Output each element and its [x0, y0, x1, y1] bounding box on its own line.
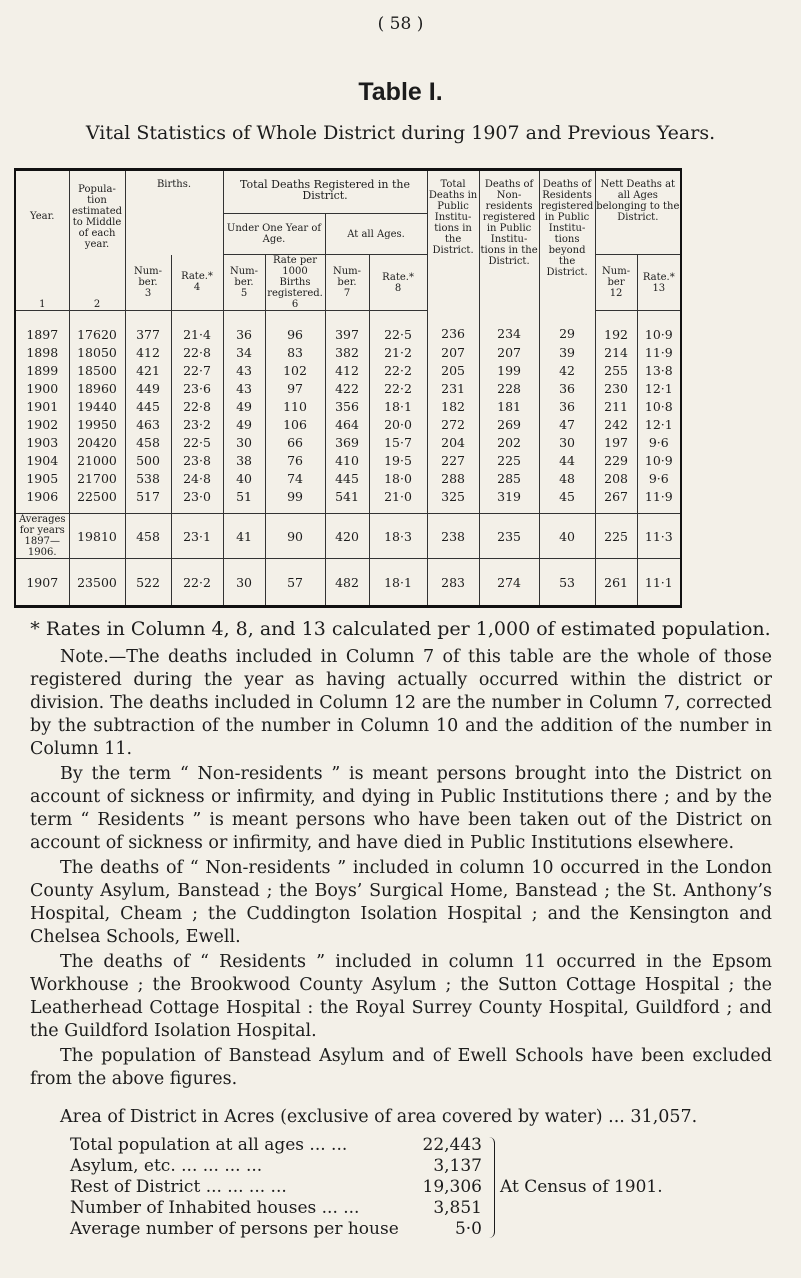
table-cell: 41	[223, 514, 265, 559]
table-cell: 22500	[69, 487, 125, 514]
table-cell: 1901	[15, 397, 69, 415]
header-deaths-number	[325, 255, 369, 311]
table-cell: 192	[595, 311, 637, 344]
table-cell: 285	[479, 469, 539, 487]
table-cell: 22·2	[171, 559, 223, 607]
table-cell: 45	[539, 487, 595, 514]
table-cell: 229	[595, 451, 637, 469]
table-cell: 13·8	[637, 361, 681, 379]
table-cell: 15·7	[369, 433, 427, 451]
census-summary	[70, 1135, 480, 1240]
table-cell: 449	[125, 379, 171, 397]
table-cell: 382	[325, 343, 369, 361]
table-cell: 42	[539, 361, 595, 379]
table-cell: 76	[265, 451, 325, 469]
census-row	[70, 1198, 480, 1219]
table-row	[15, 415, 681, 433]
table-cell: 23·8	[171, 451, 223, 469]
table-cell: 1904	[15, 451, 69, 469]
table-cell: 267	[595, 487, 637, 514]
table-cell: 18050	[69, 343, 125, 361]
table-cell: 283	[427, 559, 479, 607]
table-cell: 9·6	[637, 433, 681, 451]
census-row	[70, 1156, 480, 1177]
table-cell: 110	[265, 397, 325, 415]
table-cell: 18500	[69, 361, 125, 379]
table-cell: 22·8	[171, 397, 223, 415]
table-cell: 11·9	[637, 343, 681, 361]
table-cell: 227	[427, 451, 479, 469]
table-cell: 274	[479, 559, 539, 607]
census-row	[70, 1135, 480, 1156]
averages-row	[15, 514, 681, 559]
table-cell: Averages for years 1897—1906.	[15, 514, 69, 559]
table-cell: 369	[325, 433, 369, 451]
table-cell: 238	[427, 514, 479, 559]
column-number: 1	[39, 299, 46, 310]
table-cell: 22·2	[369, 379, 427, 397]
page-number: ( 58 )	[377, 14, 424, 34]
table-cell: 96	[265, 311, 325, 344]
table-cell: 53	[539, 559, 595, 607]
table-cell: 23500	[69, 559, 125, 607]
table-cell: 412	[325, 361, 369, 379]
table-row	[15, 343, 681, 361]
header-deaths-rate	[369, 255, 427, 311]
table-cell: 57	[265, 559, 325, 607]
table-cell: 43	[223, 361, 265, 379]
table-cell: 17620	[69, 311, 125, 344]
header-label: Rate per 1000 Births registered.	[267, 255, 323, 299]
table-cell: 11·3	[637, 514, 681, 559]
table-cell: 23·1	[171, 514, 223, 559]
table-cell: 36	[539, 379, 595, 397]
table-cell: 90	[265, 514, 325, 559]
table-cell: 18·1	[369, 559, 427, 607]
table-cell: 48	[539, 469, 595, 487]
table-cell: 9·6	[637, 469, 681, 487]
header-infant-rate	[265, 255, 325, 311]
table-cell: 23·0	[171, 487, 223, 514]
column-number: 3	[144, 287, 152, 299]
note-paragraph: The deaths of “ Residents ” included in column 11 occurred in the Epsom Workhouse ; the Brookwood County Asylum ; the Sutton Cottage Hospital ; the Leatherhead Cottage Hospital : the Royal Surrey County Hospital, Guildford ; and the Guildford Isolation Hospital.	[30, 952, 772, 1041]
table-cell: 44	[539, 451, 595, 469]
table-cell: 410	[325, 451, 369, 469]
header-total-deaths: Total Deaths Registered in the District.	[223, 170, 427, 214]
table-cell: 197	[595, 433, 637, 451]
table-cell: 19950	[69, 415, 125, 433]
table-cell: 18·0	[369, 469, 427, 487]
header-public-institutions: Total Deaths in Public Institu- tions in the District.	[427, 170, 479, 311]
table-cell: 319	[479, 487, 539, 514]
table-cell: 36	[223, 311, 265, 344]
table-cell: 422	[325, 379, 369, 397]
header-label: Rate.*	[181, 271, 213, 283]
header-label: Rate.*	[642, 271, 675, 283]
table-cell: 236	[427, 311, 479, 344]
final-year-row	[15, 559, 681, 607]
table-cell: 325	[427, 487, 479, 514]
table-cell: 421	[125, 361, 171, 379]
table-cell: 47	[539, 415, 595, 433]
table-cell: 12·1	[637, 415, 681, 433]
census-row	[70, 1219, 480, 1240]
header-label: Num- ber.	[332, 266, 362, 288]
census-value: 19,306	[422, 1177, 482, 1197]
table-cell: 20·0	[369, 415, 427, 433]
table-cell: 500	[125, 451, 171, 469]
table-cell: 23·2	[171, 415, 223, 433]
table-cell: 49	[223, 415, 265, 433]
table-cell: 211	[595, 397, 637, 415]
census-label: Rest of District ... ... ... ...	[70, 1177, 287, 1197]
table-cell: 43	[223, 379, 265, 397]
table-cell: 1907	[15, 559, 69, 607]
table-cell: 445	[325, 469, 369, 487]
table-cell: 30	[539, 433, 595, 451]
table-cell: 482	[325, 559, 369, 607]
table-cell: 18960	[69, 379, 125, 397]
table-cell: 458	[125, 433, 171, 451]
table-cell: 288	[427, 469, 479, 487]
table-cell: 40	[539, 514, 595, 559]
table-cell: 30	[223, 559, 265, 607]
table-cell: 20420	[69, 433, 125, 451]
census-value: 3,851	[433, 1198, 482, 1218]
header-label: Rate.*	[382, 271, 414, 283]
header-nett-number	[595, 255, 637, 311]
table-cell: 205	[427, 361, 479, 379]
table-cell: 24·8	[171, 469, 223, 487]
table-cell: 34	[223, 343, 265, 361]
header-non-residents: Deaths of Non- residents registered in Public Institu- tions in the District.	[479, 170, 539, 311]
header-births-number	[125, 255, 171, 311]
table-cell: 1906	[15, 487, 69, 514]
table-cell: 234	[479, 311, 539, 344]
table-subtitle: Vital Statistics of Whole District during 1907 and Previous Years.	[85, 122, 716, 144]
table-cell: 255	[595, 361, 637, 379]
column-number: 8	[394, 282, 402, 294]
table-cell: 21700	[69, 469, 125, 487]
table-cell: 1902	[15, 415, 69, 433]
table-cell: 235	[479, 514, 539, 559]
header-label: Num- ber	[602, 266, 631, 288]
table-cell: 22·8	[171, 343, 223, 361]
table-cell: 199	[479, 361, 539, 379]
table-cell: 97	[265, 379, 325, 397]
table-row	[15, 311, 681, 344]
table-cell: 204	[427, 433, 479, 451]
table-cell: 18·3	[369, 514, 427, 559]
table-cell: 11·1	[637, 559, 681, 607]
header-residents-beyond: Deaths of Residents registered in Public Institu- tions beyond the District.	[539, 170, 595, 311]
table-cell: 207	[479, 343, 539, 361]
table-cell: 106	[265, 415, 325, 433]
table-cell: 261	[595, 559, 637, 607]
table-cell: 1905	[15, 469, 69, 487]
vital-statistics-table	[14, 168, 682, 608]
table-cell: 21·4	[171, 311, 223, 344]
table-cell: 412	[125, 343, 171, 361]
table-cell: 19·5	[369, 451, 427, 469]
area-line: Area of District in Acres (exclusive of area covered by water) ... 31,057.	[60, 1107, 698, 1127]
header-nett-deaths: Nett Deaths at all Ages belonging to the District.	[595, 170, 681, 255]
table-cell: 21·0	[369, 487, 427, 514]
table-row	[15, 433, 681, 451]
header-col-2	[69, 255, 125, 311]
column-number: 2	[93, 299, 101, 310]
table-cell: 541	[325, 487, 369, 514]
table-cell: 10·8	[637, 397, 681, 415]
column-number: 6	[291, 299, 299, 310]
header-label: Num- ber.	[229, 266, 259, 288]
table-cell: 10·9	[637, 311, 681, 344]
table-cell: 208	[595, 469, 637, 487]
table-cell: 19440	[69, 397, 125, 415]
table-cell: 356	[325, 397, 369, 415]
census-label: Total population at all ages ... ...	[70, 1135, 348, 1155]
table-cell: 23·6	[171, 379, 223, 397]
table-cell: 517	[125, 487, 171, 514]
table-row	[15, 379, 681, 397]
table-cell: 397	[325, 311, 369, 344]
table-cell: 1900	[15, 379, 69, 397]
note-paragraph: The population of Banstead Asylum and of Ewell Schools have been excluded from the above figures.	[30, 1046, 772, 1089]
table-cell: 207	[427, 343, 479, 361]
table-cell: 272	[427, 415, 479, 433]
table-cell: 269	[479, 415, 539, 433]
table-cell: 522	[125, 559, 171, 607]
table-cell: 1903	[15, 433, 69, 451]
census-brace	[486, 1137, 495, 1238]
table-row	[15, 451, 681, 469]
table-cell: 99	[265, 487, 325, 514]
census-value: 5·0	[454, 1219, 482, 1239]
note-paragraph: Note.—The deaths included in Column 7 of this table are the whole of those registered during the year as having actually occurred within the district or division. The deaths included in Column 12 are the number in Column 7, corrected by the subtraction of the number in Column 10 and the addition of the number in Column 11.	[30, 647, 772, 759]
note-paragraph: By the term “ Non-residents ” is meant persons brought into the District on account of sickness or infirmity, and dying in Public Institutions there ; and by the term “ Residents ” is meant persons who have been taken out of the District on account of sickness or infirmity, and have died in Public Institutions elsewhere.	[30, 764, 772, 853]
census-label: Number of Inhabited houses ... ...	[70, 1198, 360, 1218]
header-births-rate	[171, 255, 223, 311]
table-cell: 22·2	[369, 361, 427, 379]
table-row	[15, 469, 681, 487]
table-title: Table I.	[358, 78, 443, 106]
table-cell: 11·9	[637, 487, 681, 514]
table-cell: 102	[265, 361, 325, 379]
year-rows	[15, 311, 681, 514]
table-cell: 22·5	[369, 311, 427, 344]
column-number: 7	[343, 288, 351, 299]
header-label: Num- ber.	[133, 265, 163, 288]
table-cell: 22·7	[171, 361, 223, 379]
census-value: 3,137	[433, 1156, 482, 1176]
table-cell: 458	[125, 514, 171, 559]
header-year: Year.	[15, 170, 69, 255]
column-number: 13	[652, 282, 666, 294]
column-number: 12	[609, 288, 623, 299]
table-cell: 181	[479, 397, 539, 415]
table-cell: 463	[125, 415, 171, 433]
table-cell: 21·2	[369, 343, 427, 361]
header-nett-rate	[637, 255, 681, 311]
table-cell: 22·5	[171, 433, 223, 451]
census-label: Asylum, etc. ... ... ... ...	[70, 1156, 263, 1176]
header-births: Births.	[125, 170, 223, 255]
header-under-one-year: Under One Year of Age.	[223, 214, 325, 255]
table-cell: 538	[125, 469, 171, 487]
census-label: Average number of persons per house	[70, 1219, 399, 1239]
summary-rows	[15, 514, 681, 607]
census-value: 22,443	[422, 1135, 482, 1155]
table-cell: 445	[125, 397, 171, 415]
column-number: 5	[240, 288, 248, 299]
table-cell: 39	[539, 343, 595, 361]
table-cell: 74	[265, 469, 325, 487]
header-all-ages: At all Ages.	[325, 214, 427, 255]
table-cell: 30	[223, 433, 265, 451]
table-cell: 242	[595, 415, 637, 433]
table-cell: 83	[265, 343, 325, 361]
table-cell: 38	[223, 451, 265, 469]
table-cell: 29	[539, 311, 595, 344]
table-cell: 1899	[15, 361, 69, 379]
table-cell: 51	[223, 487, 265, 514]
table-cell: 202	[479, 433, 539, 451]
table-cell: 420	[325, 514, 369, 559]
table-cell: 214	[595, 343, 637, 361]
table-cell: 19810	[69, 514, 125, 559]
table-row	[15, 487, 681, 514]
table-cell: 1898	[15, 343, 69, 361]
table-cell: 464	[325, 415, 369, 433]
table-cell: 225	[479, 451, 539, 469]
table-cell: 40	[223, 469, 265, 487]
table-cell: 36	[539, 397, 595, 415]
table-row	[15, 397, 681, 415]
table-cell: 228	[479, 379, 539, 397]
table-cell: 377	[125, 311, 171, 344]
table-cell: 49	[223, 397, 265, 415]
table-cell: 66	[265, 433, 325, 451]
header-population: Popula- tion estimated to Middle of each year.	[69, 170, 125, 255]
note-paragraph: The deaths of “ Non-residents ” included in column 10 occurred in the London County Asylum, Banstead ; the Boys’ Surgical Home, Banstead ; the St. Anthony’s Hospital, Cheam ; the Cuddington Isolation Hospital ; and the Kensington and Chelsea Schools, Ewell.	[30, 858, 772, 947]
table-cell: 225	[595, 514, 637, 559]
footnote: * Rates in Column 4, 8, and 13 calculated per 1,000 of estimated population.	[30, 618, 771, 640]
table-cell: 10·9	[637, 451, 681, 469]
table-cell: 12·1	[637, 379, 681, 397]
table-cell: 18·1	[369, 397, 427, 415]
table-row	[15, 361, 681, 379]
table-cell: 231	[427, 379, 479, 397]
column-number: 4	[193, 282, 201, 294]
census-row	[70, 1177, 480, 1198]
table-cell: 230	[595, 379, 637, 397]
table-cell: 1897	[15, 311, 69, 344]
header-infant-number	[223, 255, 265, 311]
table-cell: 21000	[69, 451, 125, 469]
header-col-1	[15, 255, 69, 311]
census-note: At Census of 1901.	[500, 1176, 663, 1197]
table-cell: 182	[427, 397, 479, 415]
